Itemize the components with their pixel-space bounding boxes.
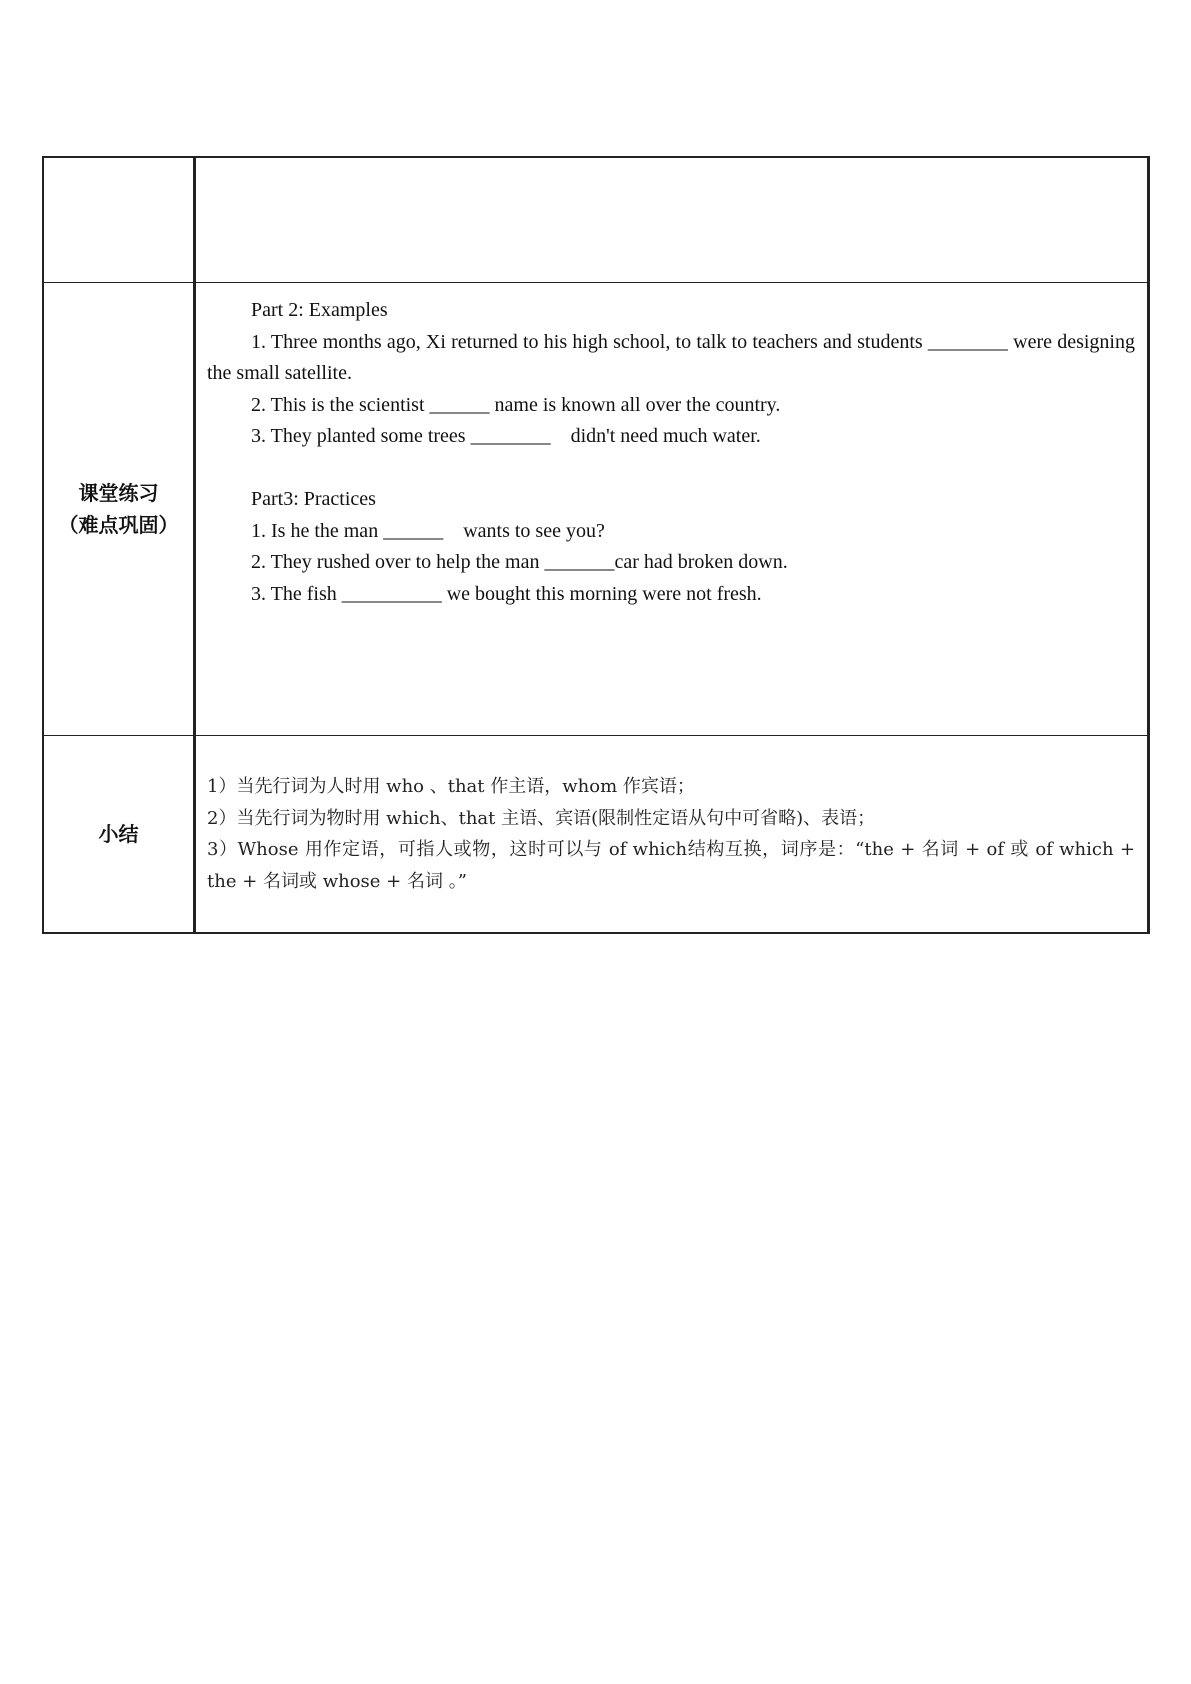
summary-label: 小结 — [98, 822, 139, 846]
top-label-cell — [43, 157, 195, 283]
table-row-exercise — [43, 283, 1149, 736]
summary-body — [196, 771, 1147, 897]
exercise-body — [196, 283, 1147, 610]
summary-content-cell — [195, 736, 1149, 934]
practice-item-1: 1. Is he the man ______ wants to see you? — [251, 519, 605, 542]
example-item-3: 3. They planted some trees ________ didn't need much water. — [251, 425, 761, 447]
practice-item-2: 2. They rushed over to help the man _______car had broken down. — [251, 551, 788, 573]
table-row-summary — [43, 736, 1149, 934]
summary-item-1: 1）当先行词为人时用 who 、that 作主语，whom 作宾语； — [207, 776, 695, 797]
practice-item-3: 3. The fish __________ we bought this morning were not fresh. — [251, 582, 762, 605]
example-item-2: 2. This is the scientist ______ name is known all over the country. — [251, 393, 781, 416]
exercise-content-cell — [195, 283, 1149, 736]
exercise-label-line2: （难点巩固） — [58, 513, 179, 537]
summary-item-2: 2）当先行词为物时用 which、that 主语、宾语(限制性定语从句中可省略)、表语； — [207, 807, 876, 829]
example-item-1: 1. Three months ago, Xi returned to his high school, to talk to teachers and students ________ were designing the small satellite. — [207, 330, 1135, 384]
practices-heading: Part3: Practices — [251, 488, 376, 510]
examples-heading: Part 2: Examples — [251, 299, 388, 321]
lesson-table — [42, 156, 1150, 934]
summary-item-3: 3）Whose 用作定语，可指人或物，这时可以与 of which结构互换，词序是：“the + 名词 + of 或 of which + the + 名词或 whose + 名词 。” — [207, 839, 1135, 892]
top-content-cell — [195, 157, 1149, 283]
table-row-top — [43, 157, 1149, 283]
exercise-label-cell — [43, 283, 195, 736]
summary-label-cell — [43, 736, 195, 934]
spacer — [207, 453, 1135, 485]
exercise-label-line1: 课堂练习 — [78, 481, 159, 505]
